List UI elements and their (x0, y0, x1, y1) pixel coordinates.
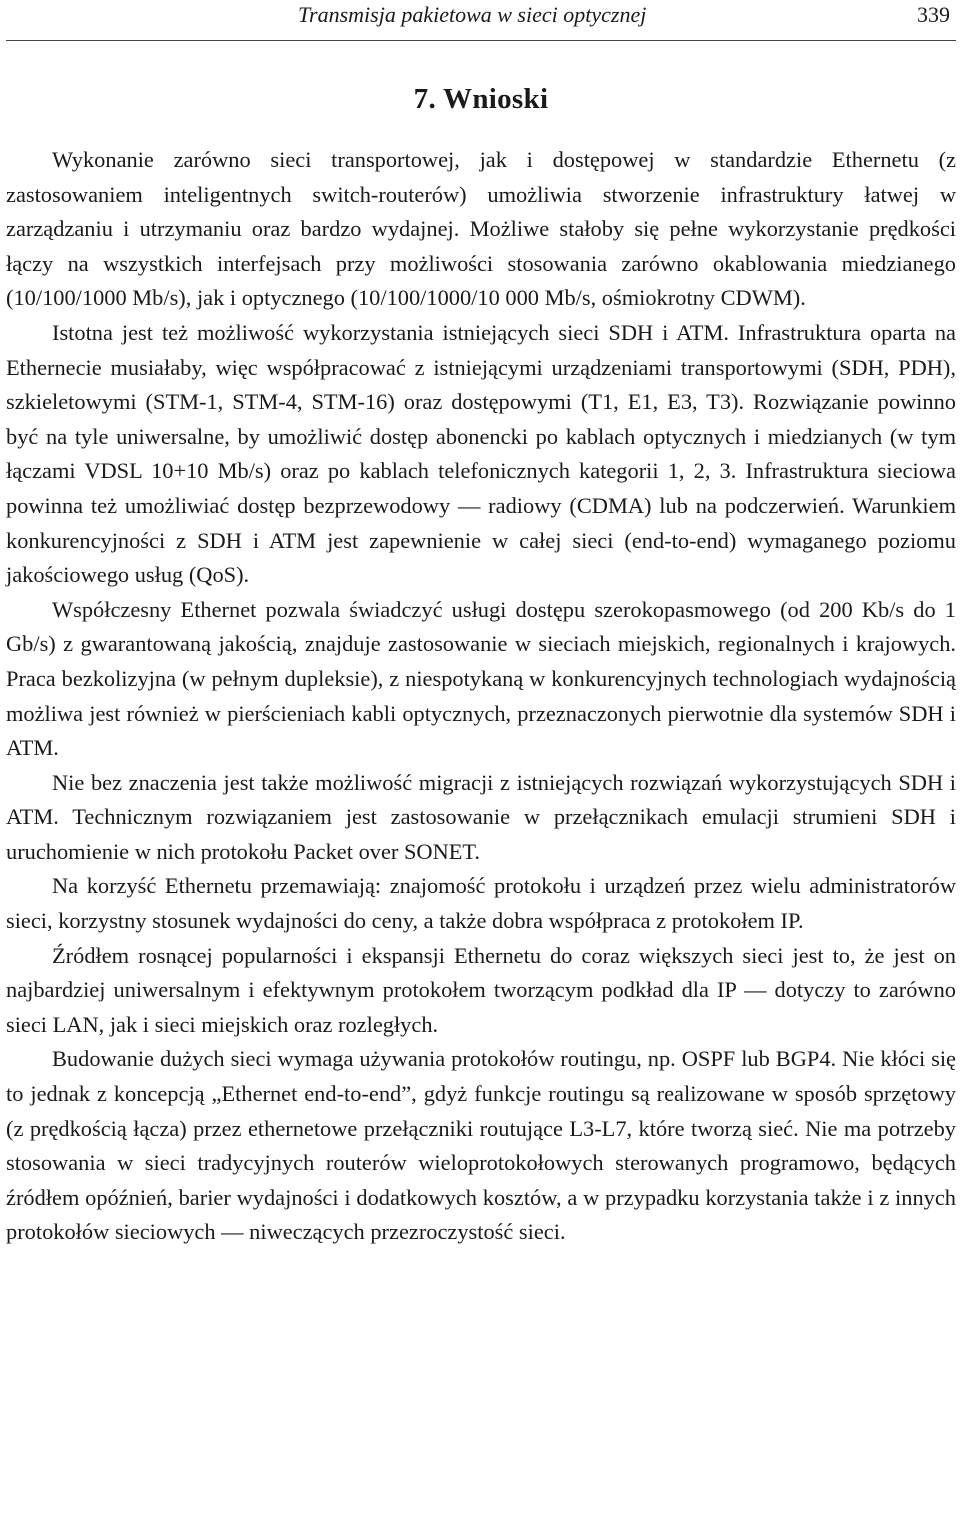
page-number: 339 (917, 2, 950, 27)
running-title: Transmisja pakietowa w sieci optycznej (298, 2, 647, 27)
paragraph: Nie bez znaczenia jest także możliwość migracji z istniejących rozwiązań wykorzystujących SDH i ATM. Technicznym rozwiązaniem jest zastosowanie w przełącznikach emulacji strumieni SDH i uruchomienie w nich protokołu Packet over SONET. (6, 769, 956, 864)
paragraph: Na korzyść Ethernetu przemawiają: znajomość protokołu i urządzeń przez wielu administratorów sieci, korzystny stosunek wydajności do ceny, a także dobra współpraca z protokołem IP. (6, 873, 956, 934)
paragraph: Wykonanie zarówno sieci transportowej, jak i dostępowej w standardzie Ethernetu (z zastosowaniem inteligentnych switch-routerów) umożliwia stworzenie infrastruktury łatwej w zarządzaniu i utrzymaniu oraz bardzo wydajnej. Możliwe stałoby się pełne wykorzystanie prędkości łączy na wszystkich interfejsach przy możliwości stosowania zarówno okablowania miedzianego (10/100/1000 Mb/s), jak i optycznego (10/100/1000/10 000 Mb/s, ośmiokrotny CDWM). (6, 147, 956, 311)
paragraph: Współczesny Ethernet pozwala świadczyć usługi dostępu szerokopasmowego (od 200 Kb/s do 1 Gb/s) z gwarantowaną jakością, znajduje zastosowanie w sieciach miejskich, regionalnych i krajowych. Praca bezkolizyjna (w pełnym dupleksie), z niespotykaną w konkurencyjnych technologiach wydajnością możliwa jest również w pierścieniach kabli optycznych, przeznaczonych pierwotnie dla systemów SDH i ATM. (6, 596, 956, 761)
section-heading: 7. Wnioski (413, 83, 549, 115)
paragraph: Istotna jest też możliwość wykorzystania istniejących sieci SDH i ATM. Infrastruktura oparta na Ethernecie musiałaby, więc współpracować z istniejącymi urządzeniami transportowymi (SDH, PDH), szkieletowymi (STM-1, STM-4, STM-16) oraz dostępowymi (T1, E1, E3, T3). Rozwiązanie powinno być na tyle uniwersalne, by umożliwić dostęp abonencki po kablach optycznych i miedzianych (w tym łączami VDSL 10+10 Mb/s) oraz po kablach telefonicznych kategorii 1, 2, 3. Infrastruktura sieciowa powinna też umożliwiać dostęp bezprzewodowy — radiowy (CDMA) lub na podczerwień. Warunkiem konkurencyjności z SDH i ATM jest zapewnienie w całej sieci (end-to-end) wymaganego poziomu jakościowego usług (QoS). (6, 319, 956, 588)
paragraph: Źródłem rosnącej popularności i ekspansji Ethernetu do coraz większych sieci jest to, że jest on najbardziej uniwersalnym i efektywnym protokołem tworzącym podkład dla IP — dotyczy to zarówno sieci LAN, jak i sieci miejskich oraz rozległych. (6, 942, 956, 1037)
body-text (6, 143, 956, 1250)
paragraph: Budowanie dużych sieci wymaga używania protokołów routingu, np. OSPF lub BGP4. Nie kłóci się to jednak z koncepcją „Ethernet end-to-end”, gdyż funkcje routingu są realizowane w sposób sprzętowy (z prędkością łącza) przez ethernetowe przełączniki routujące L3-L7, które tworzą sieć. Nie ma potrzeby stosowania w sieci tradycyjnych routerów wieloprotokołowych sterowanych programowo, będących źródłem opóźnień, barier wydajności i dodatkowych kosztów, a w przypadku korzystania także i z innych protokołów sieciowych — niweczących przezroczystość sieci. (6, 1046, 956, 1245)
running-header (6, 0, 956, 41)
